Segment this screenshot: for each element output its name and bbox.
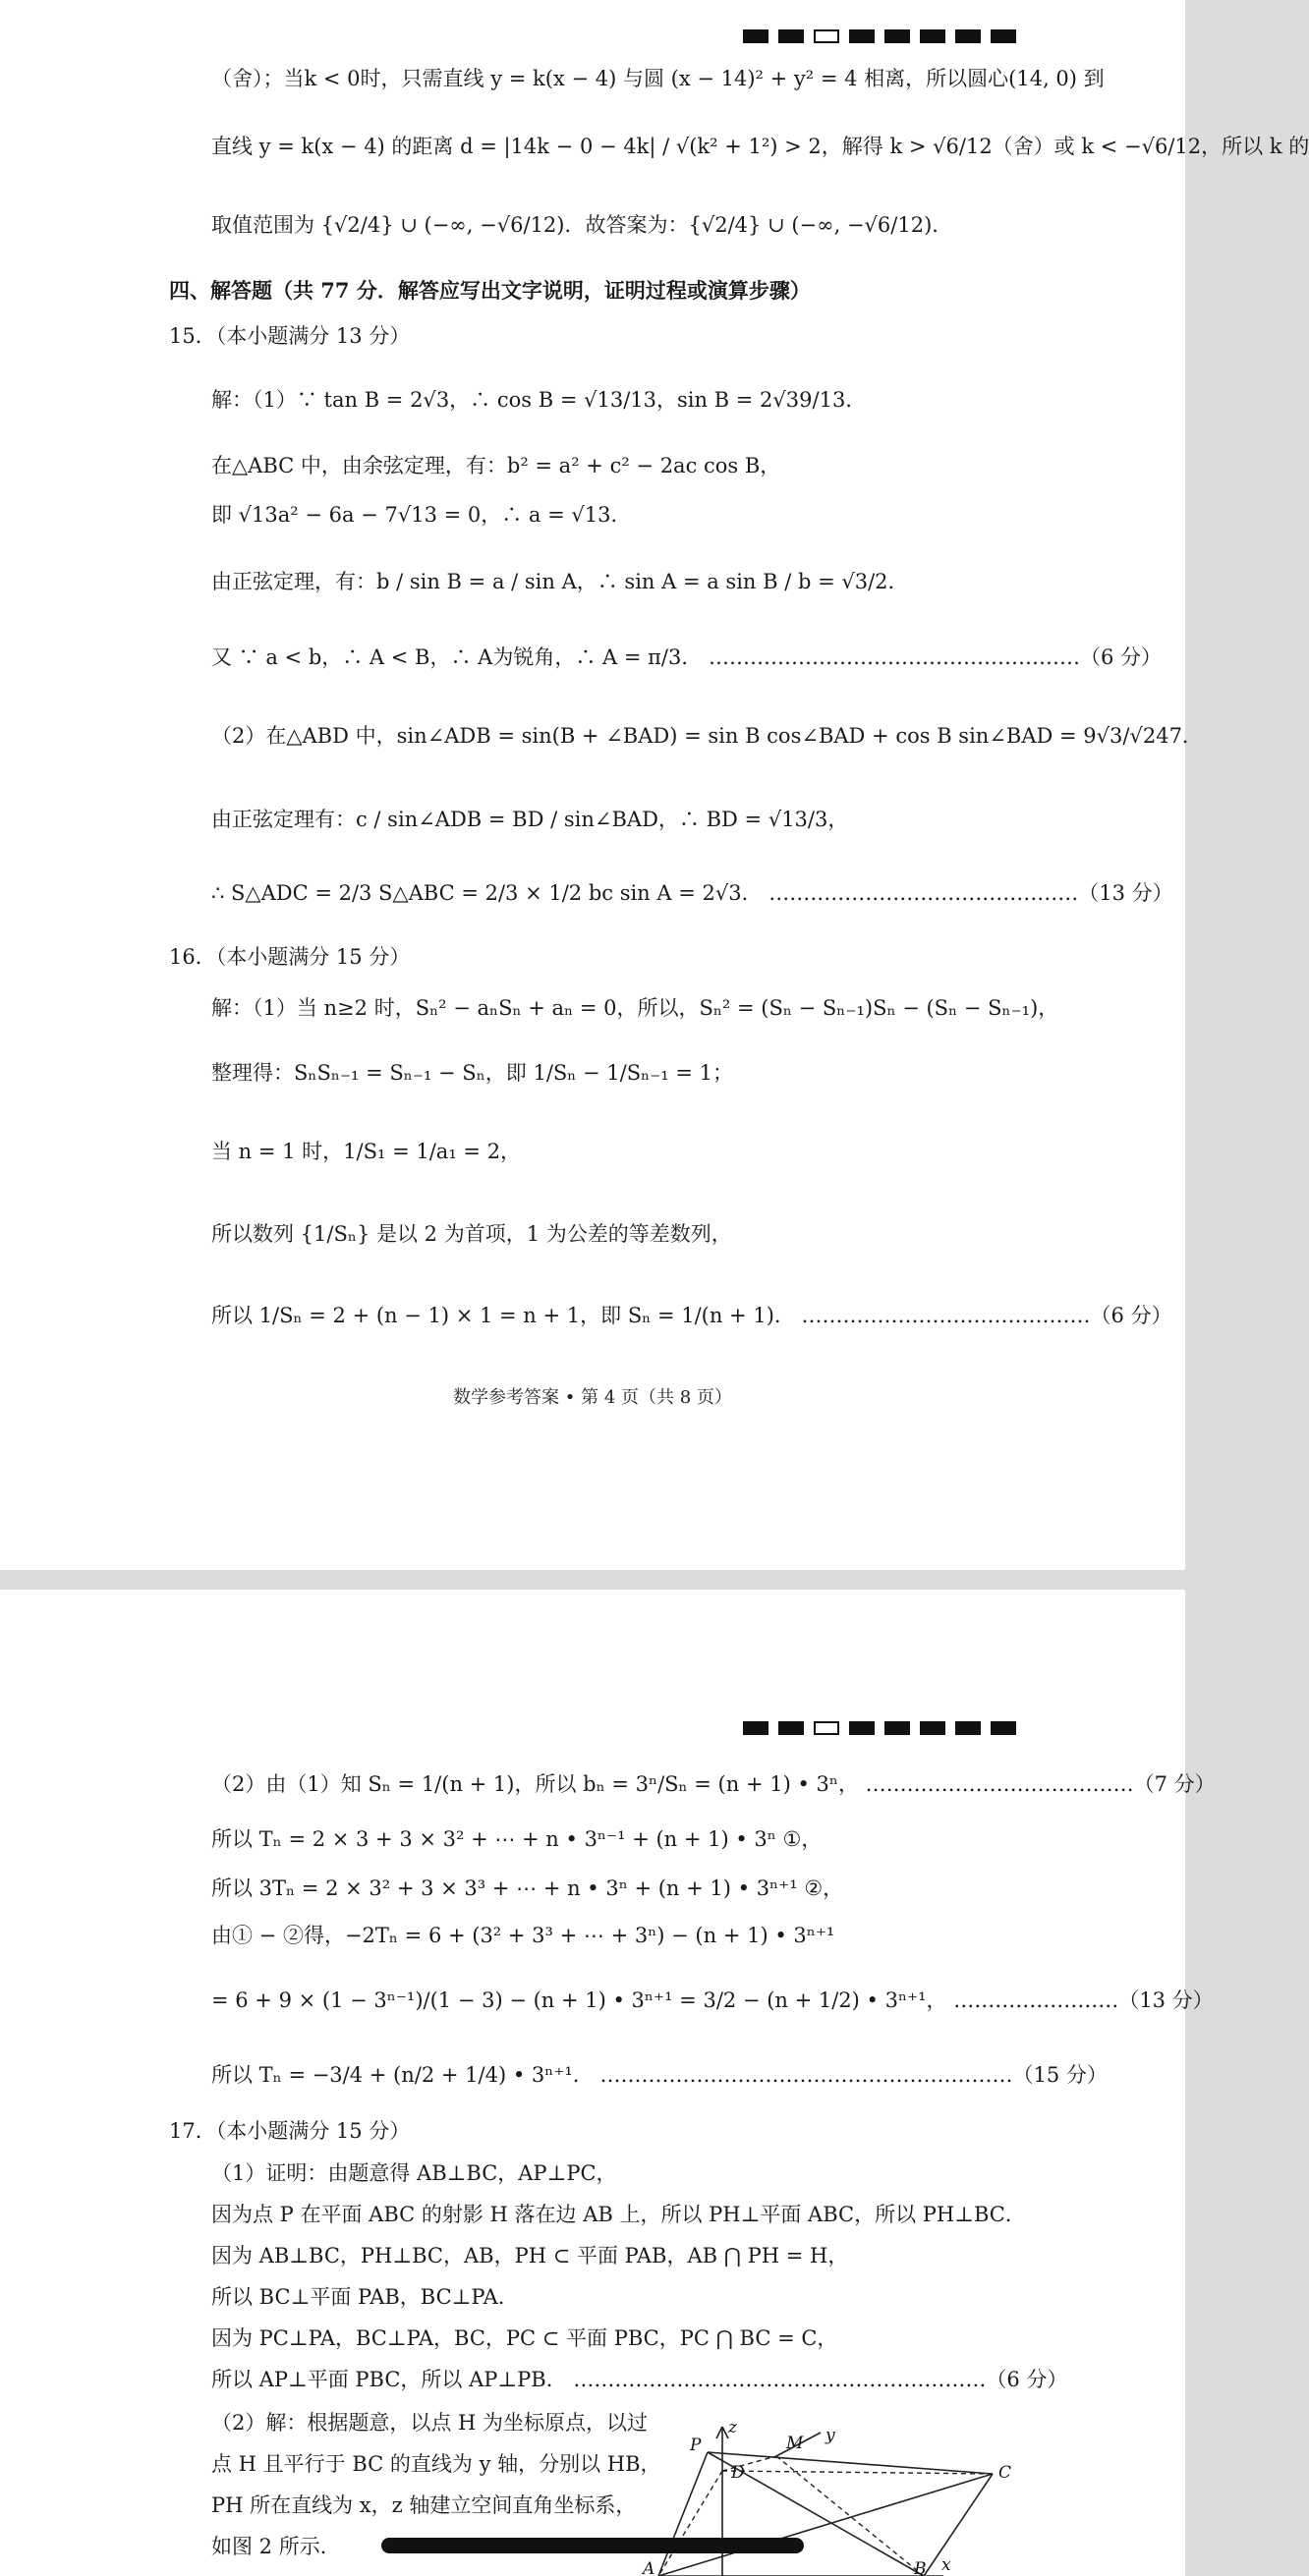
text-line: （2）由（1）知 Sₙ = 1/(n + 1)，所以 bₙ = 3ⁿ/Sₙ = (n + 1) • 3ⁿ， …………………………………（7 分） [211, 1772, 1216, 1796]
problem-heading: 17．（本小题满分 15 分） [169, 2119, 411, 2143]
section-heading: 四、解答题（共 77 分．解答应写出文字说明，证明过程或演算步骤） [169, 278, 811, 303]
figure-label: M [786, 2434, 804, 2453]
text-line: 解：（1）当 n≥2 时，Sₙ² − aₙSₙ + aₙ = 0，所以，Sₙ² = (Sₙ − Sₙ₋₁)Sₙ − (Sₙ − Sₙ₋₁)， [211, 996, 1059, 1020]
text-line: 所以 Tₙ = 2 × 3 + 3 × 3² + ⋯ + n • 3ⁿ⁻¹ + (n + 1) • 3ⁿ ①， [211, 1827, 823, 1851]
figure-label: P [690, 2436, 702, 2455]
text-line: 整理得：SₙSₙ₋₁ = Sₙ₋₁ − Sₙ，即 1/Sₙ − 1/Sₙ₋₁ = 1； [211, 1061, 734, 1085]
figure-label: y [825, 2426, 835, 2445]
figure-label: D [731, 2463, 745, 2483]
text-line: 因为 PC⊥PA，BC⊥PA，BC，PC ⊂ 平面 PBC，PC ⋂ BC = C， [211, 2326, 838, 2350]
text-line: 在△ABC 中，由余弦定理，有：b² = a² + c² − 2ac cos B， [211, 454, 781, 477]
text-line: 所以数列 {1/Sₙ} 是以 2 为首项，1 为公差的等差数列， [211, 1222, 732, 1246]
problem-heading: 15．（本小题满分 13 分） [169, 324, 411, 348]
text-line: （2）解：根据题意，以点 H 为坐标原点，以过 [211, 2411, 649, 2435]
text-line: ∴ S△ADC = 2/3 S△ABC = 2/3 × 1/2 bc sin A = 2√3． ………………………………………（13 分） [211, 881, 1173, 905]
text-line: 由正弦定理有：c / sin∠ADB = BD / sin∠BAD，∴ BD = √13/3， [211, 808, 849, 831]
figure-label: x [941, 2555, 951, 2575]
text-line: 解：（1）∵ tan B = 2√3，∴ cos B = √13/13，sin B = 2√39/13． [211, 388, 867, 412]
text-line: 取值范围为 {√2/4} ∪ (−∞, −√6/12)．故答案为：{√2/4} ∪ (−∞, −√6/12)． [211, 213, 953, 237]
problem-heading: 16．（本小题满分 15 分） [169, 945, 411, 969]
page-marker [743, 29, 1016, 43]
text-line: 点 H 且平行于 BC 的直线为 y 轴，分别以 HB， [211, 2452, 661, 2476]
text-line: （2）在△ABD 中，sin∠ADB = sin(B + ∠BAD) = sin B cos∠BAD + cos B sin∠BAD = 9√3/√247． [211, 724, 1203, 748]
text-line: （1）证明：由题意得 AB⊥BC，AP⊥PC， [211, 2161, 617, 2185]
text-line: 由正弦定理，有：b / sin B = a / sin A，∴ sin A = a sin B / b = √3/2． [211, 570, 909, 593]
text-line: 所以 AP⊥平面 PBC，所以 AP⊥PB． ……………………………………………………（6 分） [211, 2368, 1068, 2391]
text-line: 因为点 P 在平面 ABC 的射影 H 落在边 AB 上，所以 PH⊥平面 ABC，所以 PH⊥BC． [211, 2203, 1026, 2226]
figure-label: B [914, 2559, 927, 2576]
text-line: 当 n = 1 时，1/S₁ = 1/a₁ = 2， [211, 1140, 522, 1163]
text-line: 所以 BC⊥平面 PAB，BC⊥PA． [211, 2285, 519, 2309]
text-line: 如图 2 所示． [211, 2535, 341, 2558]
text-line: 所以 3Tₙ = 2 × 3² + 3 × 3³ + ⋯ + n • 3ⁿ + (n + 1) • 3ⁿ⁺¹ ②， [211, 1876, 844, 1900]
text-line: 所以 Tₙ = −3/4 + (n/2 + 1/4) • 3ⁿ⁺¹． ……………………………………………………（15 分） [211, 2063, 1108, 2087]
figure-label: C [998, 2463, 1012, 2483]
figure-label: A [643, 2559, 655, 2576]
text-line: = 6 + 9 × (1 − 3ⁿ⁻¹)/(1 − 3) − (n + 1) • 3ⁿ⁺¹ = 3/2 − (n + 1/2) • 3ⁿ⁺¹， ……………………（13 分） [211, 1988, 1214, 2012]
text-line: （舍）；当k < 0时，只需直线 y = k(x − 4) 与圆 (x − 14)² + y² = 4 相离，所以圆心(14, 0) 到 [211, 67, 1105, 90]
text-line: 即 √13a² − 6a − 7√13 = 0，∴ a = √13． [211, 503, 632, 527]
text-line: 所以 1/Sₙ = 2 + (n − 1) × 1 = n + 1，即 Sₙ = 1/(n + 1)． ……………………………………（6 分） [211, 1304, 1172, 1327]
text-line: 由① − ②得，−2Tₙ = 6 + (3² + 3³ + ⋯ + 3ⁿ) − (n + 1) • 3ⁿ⁺¹ [211, 1924, 835, 1947]
page-footer: 数学参考答案 • 第 4 页（共 8 页） [453, 1387, 732, 1408]
text-line: 又 ∵ a < b，∴ A < B，∴ A为锐角，∴ A = π/3． ………………………………………………（6 分） [211, 645, 1163, 669]
figure-label: z [728, 2418, 737, 2437]
page-marker [743, 1721, 1016, 1735]
text-line: 直线 y = k(x − 4) 的距离 d = |14k − 0 − 4k| / √(k² + 1²) > 2，解得 k > √6/12（舍）或 k < −√6/12，所以 k 的 [211, 135, 1309, 158]
text-line: 因为 AB⊥BC，PH⊥BC，AB，PH ⊂ 平面 PAB，AB ⋂ PH = H， [211, 2244, 849, 2268]
home-indicator[interactable] [381, 2538, 804, 2553]
text-line: PH 所在直线为 x，z 轴建立空间直角坐标系， [211, 2493, 637, 2517]
